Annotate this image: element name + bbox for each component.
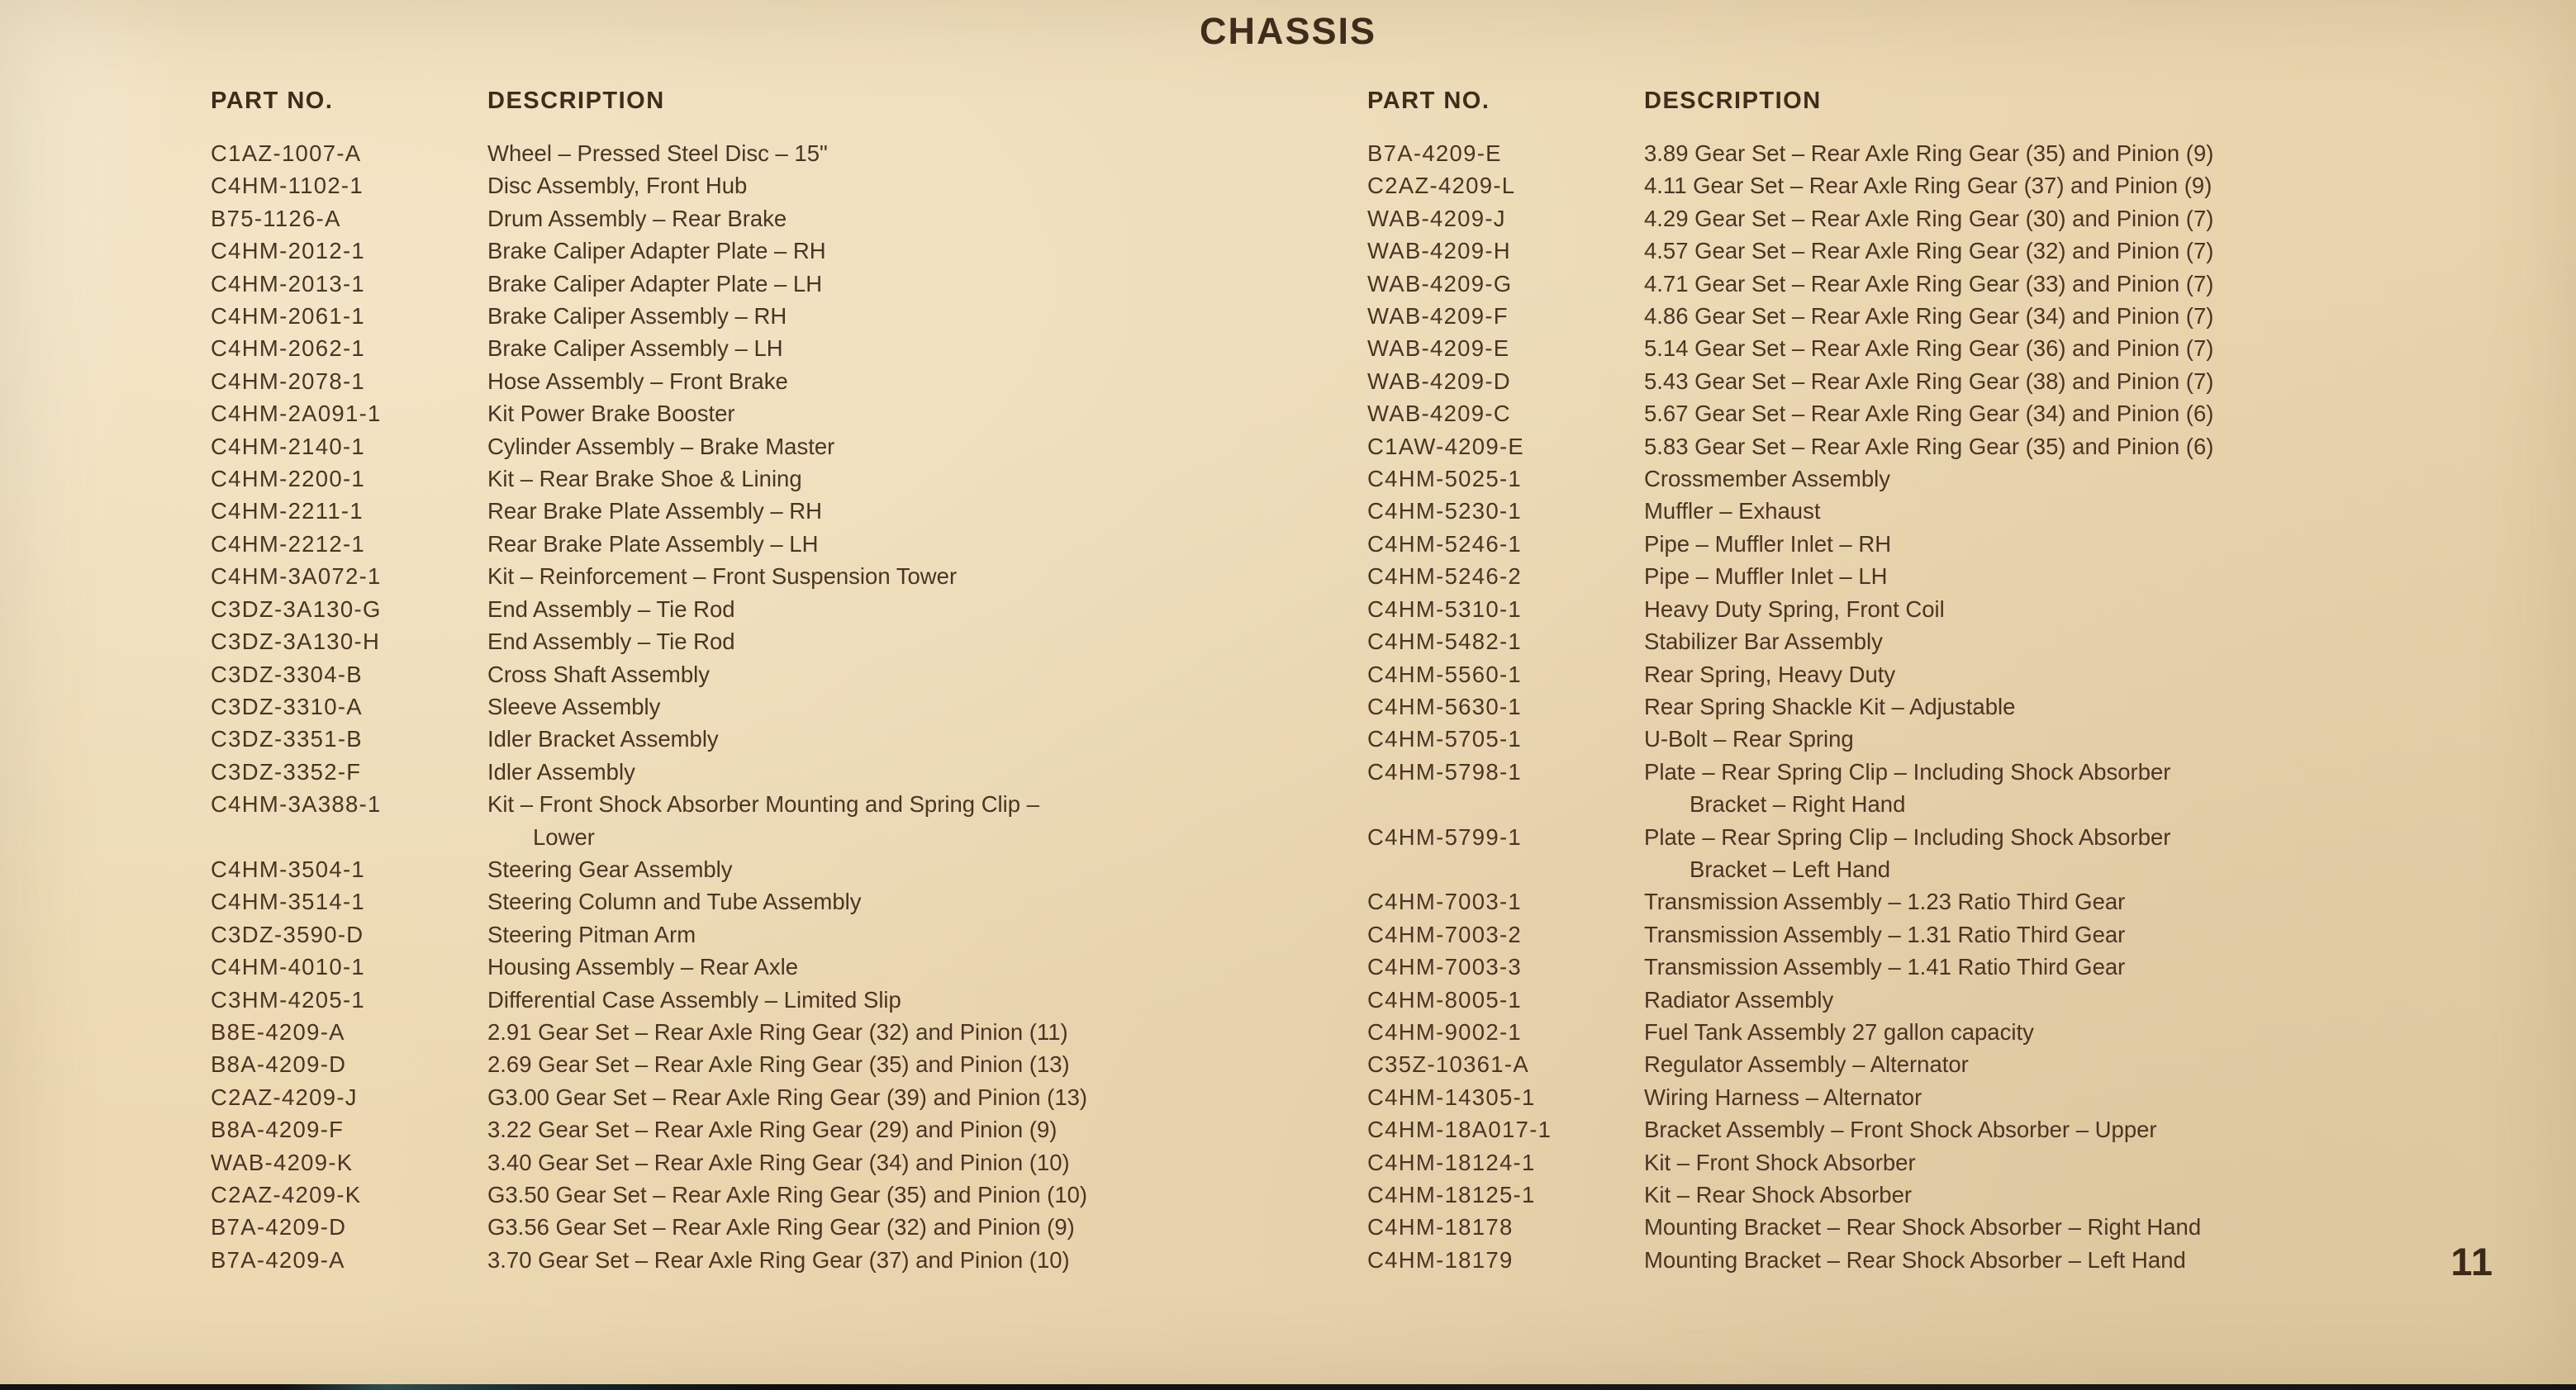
part-description: 3.40 Gear Set – Rear Axle Ring Gear (34) and Pinion (10) [487,1149,1070,1175]
part-description: Transmission Assembly – 1.23 Ratio Third Gear [1644,889,2126,915]
part-number: B75-1126-A [211,205,341,231]
column-header-description: DESCRIPTION [1644,88,1822,114]
page-title: CHASSIS [1199,10,1377,52]
part-description: Idler Bracket Assembly [487,726,719,752]
parts-column-left [211,85,1384,1276]
column-header-row [1367,85,2540,117]
part-description: Brake Caliper Assembly – LH [487,335,783,362]
part-number: C2AZ-4209-J [211,1084,358,1110]
part-number: C4HM-18A017-1 [1367,1117,1552,1143]
part-number: C4HM-5630-1 [1367,693,1523,719]
column-header-row [211,85,1384,117]
column-header-description: DESCRIPTION [487,88,665,114]
part-description: 5.67 Gear Set – Rear Axle Ring Gear (34) and Pinion (6) [1644,401,2214,427]
table-row [1367,756,2540,821]
table-row [211,1048,1384,1080]
part-number: C4HM-3A388-1 [211,791,382,818]
part-number: C4HM-2211-1 [211,498,364,524]
table-row [211,300,1384,332]
table-row [1367,1179,2540,1211]
part-description: Brake Caliper Adapter Plate – LH [487,270,823,297]
part-number: C3DZ-3304-B [211,661,363,687]
part-number: C4HM-5246-2 [1367,563,1523,590]
part-number: C4HM-3504-1 [211,856,366,882]
table-row [1367,1048,2540,1080]
part-number: C4HM-5246-1 [1367,530,1523,557]
part-number: C4HM-5705-1 [1367,726,1523,752]
table-row [1367,723,2540,755]
table-row [211,625,1384,657]
table-row [211,788,1384,853]
part-number: C4HM-4010-1 [211,954,366,980]
table-row [1367,560,2540,592]
part-description: Pipe – Muffler Inlet – RH [1644,530,1892,557]
part-number: C3HM-4205-1 [211,986,366,1013]
part-number: WAB-4209-D [1367,368,1511,394]
table-row [1367,495,2540,527]
part-description: Pipe – Muffler Inlet – LH [1644,563,1888,590]
table-row [1367,397,2540,429]
part-number: C3DZ-3310-A [211,693,363,719]
part-number: C4HM-7003-3 [1367,954,1523,980]
part-number: C3DZ-3A130-G [211,595,382,622]
table-row [1367,821,2540,886]
part-description: Kit – Front Shock Absorber [1644,1149,1916,1175]
part-number: B8A-4209-D [211,1051,347,1078]
part-description: 3.70 Gear Set – Rear Axle Ring Gear (37) and Pinion (10) [487,1246,1070,1273]
part-description: 5.14 Gear Set – Rear Axle Ring Gear (36) and Pinion (7) [1644,335,2214,362]
part-number: C4HM-1102-1 [211,173,364,199]
part-number: C4HM-18124-1 [1367,1149,1536,1175]
table-row [211,268,1384,300]
part-description: Rear Spring, Heavy Duty [1644,661,1896,687]
part-number: C4HM-14305-1 [1367,1084,1536,1110]
table-row [211,528,1384,560]
table-row [211,723,1384,755]
part-description: Cross Shaft Assembly [487,661,710,687]
part-number: C4HM-7003-2 [1367,921,1523,947]
table-row [211,690,1384,723]
part-description: Transmission Assembly – 1.41 Ratio Third Gear [1644,954,2126,980]
table-row [1367,690,2540,723]
part-description: Hose Assembly – Front Brake [487,368,788,394]
table-row [1367,625,2540,657]
table-row [211,1016,1384,1048]
part-description: Bracket Assembly – Front Shock Absorber – Upper [1644,1117,2157,1143]
parts-list-left [211,137,1384,1276]
table-row [1367,1016,2540,1048]
part-description: Rear Brake Plate Assembly – LH [487,530,819,557]
table-row [211,397,1384,429]
part-description: G3.56 Gear Set – Rear Axle Ring Gear (32) and Pinion (9) [487,1214,1075,1241]
table-row [211,1146,1384,1179]
table-row [1367,528,2540,560]
part-number: B7A-4209-D [211,1214,347,1241]
table-row [1367,1211,2540,1243]
part-description: Kit – Rear Shock Absorber [1644,1182,1913,1207]
table-row [1367,1244,2540,1276]
part-description: Wheel – Pressed Steel Disc – 15" [487,140,828,166]
table-row [211,1179,1384,1211]
table-row [211,1113,1384,1146]
table-row [211,1244,1384,1276]
table-row [1367,430,2540,463]
table-row [1367,169,2540,202]
table-row [211,984,1384,1016]
part-description: 4.57 Gear Set – Rear Axle Ring Gear (32) and Pinion (7) [1644,238,2214,264]
table-row [1367,463,2540,495]
part-number: C2AZ-4209-K [211,1182,362,1207]
part-number: C4HM-5025-1 [1367,466,1523,492]
table-row [1367,268,2540,300]
table-row [211,918,1384,951]
table-row [211,430,1384,463]
column-header-part-no: PART NO. [211,88,334,114]
table-row [1367,1146,2540,1179]
table-row [1367,951,2540,983]
table-row [211,1081,1384,1113]
part-description: 2.69 Gear Set – Rear Axle Ring Gear (35) and Pinion (13) [487,1051,1070,1078]
table-row [1367,658,2540,690]
part-description: Steering Gear Assembly [487,856,733,882]
part-number: C4HM-5798-1 [1367,758,1523,785]
part-number: C4HM-2A091-1 [211,401,382,427]
part-number: C4HM-9002-1 [1367,1018,1523,1045]
part-number: WAB-4209-H [1367,238,1511,264]
table-row [211,332,1384,364]
table-row [1367,137,2540,169]
part-description: Kit – Front Shock Absorber Mounting and Spring Clip – Lower [487,791,1040,850]
part-description: Differential Case Assembly – Limited Slip [487,986,901,1013]
part-number: C4HM-2062-1 [211,335,366,362]
part-description: Idler Assembly [487,758,635,785]
part-number: C4HM-18179 [1367,1246,1514,1273]
table-row [211,1211,1384,1243]
part-number: C4HM-5482-1 [1367,629,1523,655]
table-row [1367,365,2540,397]
part-description: Disc Assembly, Front Hub [487,173,748,199]
part-number: C4HM-3514-1 [211,889,366,915]
part-description: G3.00 Gear Set – Rear Axle Ring Gear (39) and Pinion (13) [487,1084,1088,1110]
table-row [211,593,1384,625]
part-number: C4HM-2012-1 [211,238,366,264]
part-description: Kit – Reinforcement – Front Suspension Tower [487,563,958,590]
scan-bottom-edge [0,1384,2576,1390]
part-description: Wiring Harness – Alternator [1644,1084,1922,1110]
part-description: Cylinder Assembly – Brake Master [487,433,835,459]
part-description: 4.29 Gear Set – Rear Axle Ring Gear (30) and Pinion (7) [1644,205,2214,231]
part-number: B8A-4209-F [211,1117,345,1143]
part-number: C4HM-3A072-1 [211,563,382,590]
part-description: Radiator Assembly [1644,986,1834,1013]
table-row [1367,984,2540,1016]
part-description: Mounting Bracket – Rear Shock Absorber – Right Hand [1644,1214,2202,1241]
part-number: B7A-4209-A [211,1246,345,1273]
part-description: Crossmember Assembly [1644,466,1890,492]
part-number: WAB-4209-E [1367,335,1510,362]
part-description: Rear Brake Plate Assembly – RH [487,498,823,524]
parts-list-right [1367,137,2540,1276]
table-row [211,495,1384,527]
column-header-part-no: PART NO. [1367,88,1490,114]
part-description: Drum Assembly – Rear Brake [487,205,787,231]
part-number: B8E-4209-A [211,1018,345,1045]
part-number: C1AW-4209-E [1367,433,1525,459]
part-description: Transmission Assembly – 1.31 Ratio Third Gear [1644,921,2126,947]
part-description: 4.11 Gear Set – Rear Axle Ring Gear (37) and Pinion (9) [1644,173,2212,199]
part-number: WAB-4209-G [1367,270,1513,297]
part-number: C4HM-8005-1 [1367,986,1523,1013]
part-description: Steering Column and Tube Assembly [487,889,862,915]
part-description: Sleeve Assembly [487,693,661,719]
part-description: 3.89 Gear Set – Rear Axle Ring Gear (35) and Pinion (9) [1644,140,2214,166]
part-number: C3DZ-3352-F [211,758,362,785]
part-number: C4HM-18178 [1367,1214,1514,1241]
part-number: C4HM-18125-1 [1367,1182,1536,1207]
part-description: G3.50 Gear Set – Rear Axle Ring Gear (35) and Pinion (10) [487,1182,1088,1207]
table-row [1367,918,2540,951]
part-number: C3DZ-3351-B [211,726,363,752]
part-number: WAB-4209-C [1367,401,1511,427]
part-description: 4.86 Gear Set – Rear Axle Ring Gear (34) and Pinion (7) [1644,303,2214,330]
table-row [1367,593,2540,625]
part-description: Heavy Duty Spring, Front Coil [1644,595,1945,622]
part-number: C4HM-5230-1 [1367,498,1523,524]
part-description: Mounting Bracket – Rear Shock Absorber – Left Hand [1644,1246,2186,1273]
part-number: WAB-4209-J [1367,205,1506,231]
part-number: C3DZ-3A130-H [211,629,381,655]
part-description: Kit – Rear Brake Shoe & Lining [487,466,802,492]
part-description: Steering Pitman Arm [487,921,696,947]
part-description: Housing Assembly – Rear Axle [487,954,799,980]
parts-column-right [1367,85,2540,1276]
part-number: C4HM-2140-1 [211,433,366,459]
part-number: C35Z-10361-A [1367,1051,1529,1078]
part-description: Fuel Tank Assembly 27 gallon capacity [1644,1018,2034,1045]
table-row [211,658,1384,690]
part-description: 5.43 Gear Set – Rear Axle Ring Gear (38) and Pinion (7) [1644,368,2214,394]
table-row [211,756,1384,788]
table-row [211,169,1384,202]
table-row [1367,300,2540,332]
part-description: Stabilizer Bar Assembly [1644,629,1883,655]
part-number: C1AZ-1007-A [211,140,362,166]
part-description: Brake Caliper Assembly – RH [487,303,787,330]
part-number: C4HM-5799-1 [1367,823,1523,850]
table-row [211,560,1384,592]
table-row [211,202,1384,235]
table-row [1367,1113,2540,1146]
table-row [1367,235,2540,267]
part-description: 3.22 Gear Set – Rear Axle Ring Gear (29) and Pinion (9) [487,1117,1057,1143]
part-description: 4.71 Gear Set – Rear Axle Ring Gear (33) and Pinion (7) [1644,270,2214,297]
part-description: Muffler – Exhaust [1644,498,1821,524]
part-number: C4HM-2013-1 [211,270,366,297]
part-number: C4HM-5560-1 [1367,661,1523,687]
part-description: 5.83 Gear Set – Rear Axle Ring Gear (35) and Pinion (6) [1644,433,2214,459]
part-description: Brake Caliper Adapter Plate – RH [487,238,826,264]
table-row [211,365,1384,397]
table-row [211,137,1384,169]
part-number: C4HM-7003-1 [1367,889,1523,915]
part-description: End Assembly – Tie Rod [487,629,735,655]
table-row [211,235,1384,267]
part-number: C4HM-2212-1 [211,530,366,557]
part-number: C2AZ-4209-L [1367,173,1516,199]
part-number: C4HM-2200-1 [211,466,366,492]
page-number: 11 [2450,1240,2493,1283]
table-row [1367,1081,2540,1113]
part-number: C4HM-2061-1 [211,303,366,330]
table-row [1367,202,2540,235]
part-number: B7A-4209-E [1367,140,1502,166]
part-number: WAB-4209-F [1367,303,1509,330]
part-description: 2.91 Gear Set – Rear Axle Ring Gear (32) and Pinion (11) [487,1018,1068,1045]
table-row [211,853,1384,885]
part-description: Rear Spring Shackle Kit – Adjustable [1644,693,2016,719]
part-number: WAB-4209-K [211,1149,354,1175]
table-row [1367,885,2540,918]
part-description: Plate – Rear Spring Clip – Including Shock Absorber Bracket – Left Hand [1644,823,2171,882]
part-description: Kit Power Brake Booster [487,401,735,427]
part-number: C3DZ-3590-D [211,921,364,947]
table-row [1367,332,2540,364]
part-description: Plate – Rear Spring Clip – Including Shock Absorber Bracket – Right Hand [1644,758,2171,818]
part-number: C4HM-5310-1 [1367,595,1523,622]
table-row [211,885,1384,918]
part-description: End Assembly – Tie Rod [487,595,735,622]
part-number: C4HM-2078-1 [211,368,366,394]
part-description: U-Bolt – Rear Spring [1644,726,1854,752]
part-description: Regulator Assembly – Alternator [1644,1051,1969,1078]
table-row [211,463,1384,495]
table-row [211,951,1384,983]
